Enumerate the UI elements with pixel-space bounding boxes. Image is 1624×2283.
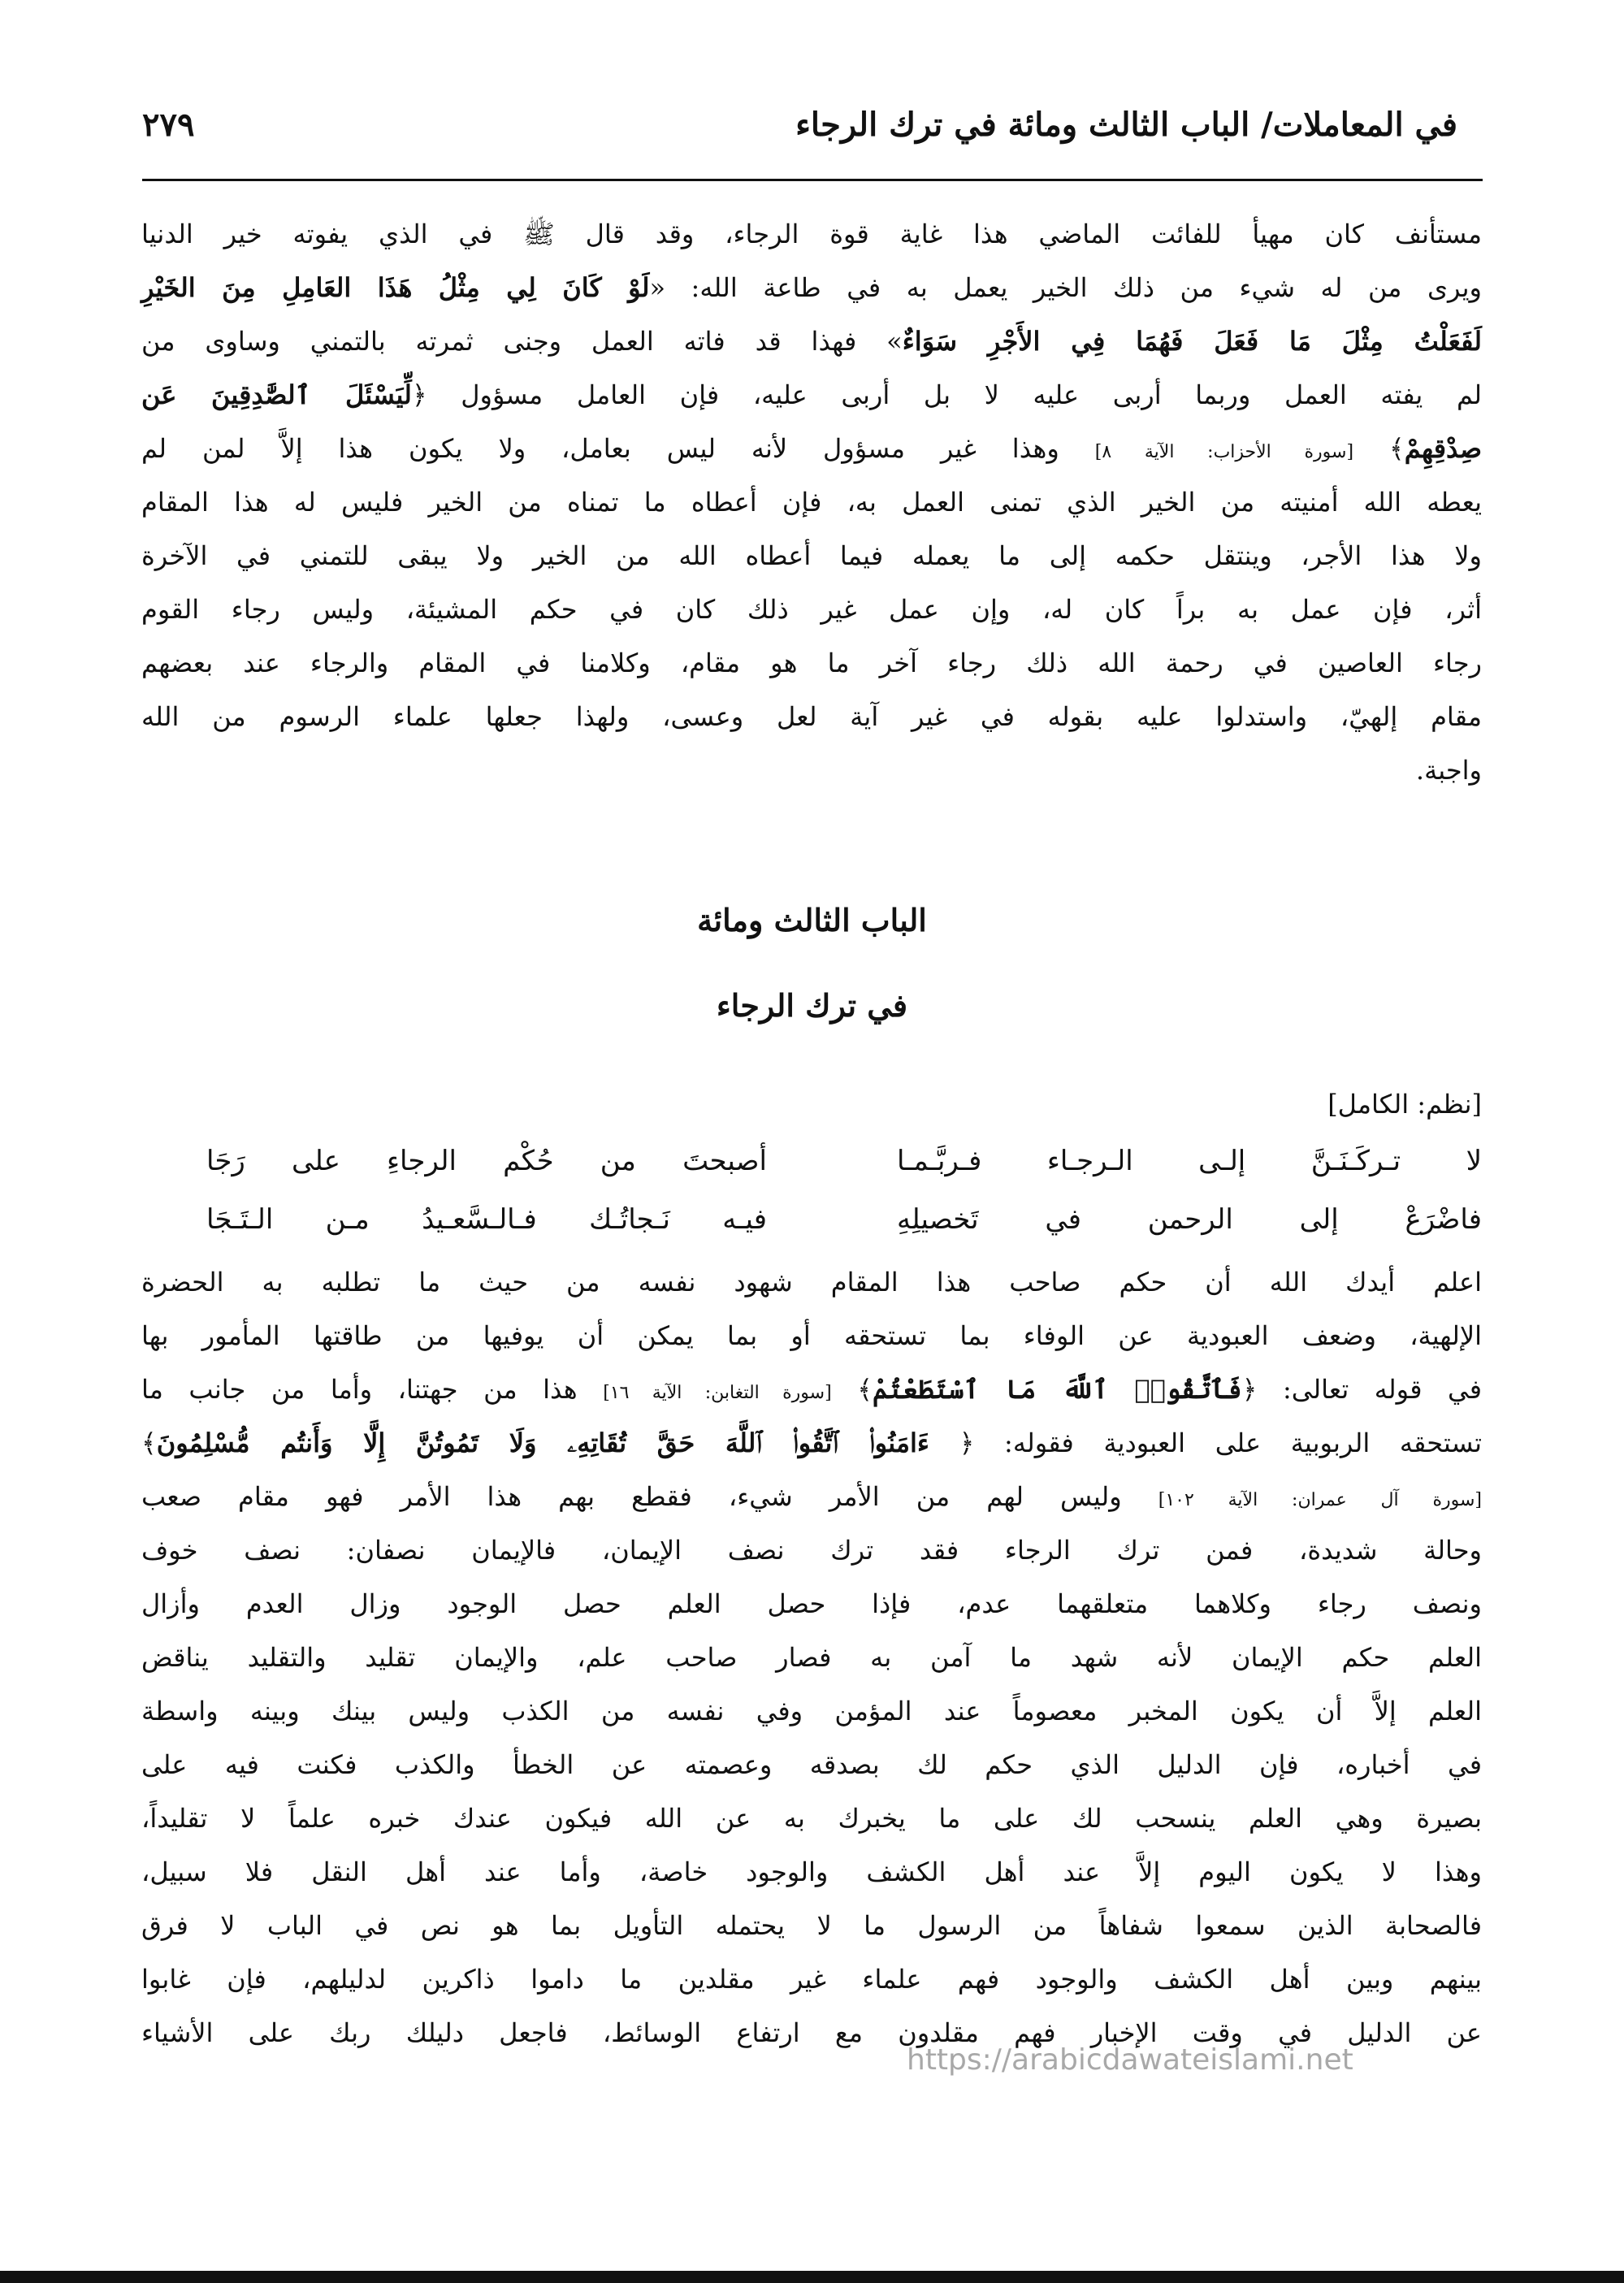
- text-run: في قوله تعالى: ﴿: [1241, 1374, 1483, 1405]
- text-run: مستأنف كان مهيأ للفائت الماضي هذا غاية قوة الرجاء، وقد قال ﷺ في الذي يفوته خير الدنيا: [141, 219, 1482, 249]
- quoted-text: لَوْ كَانَ لِي مِثْلُ هَذَا العَامِلِ مِنَ الخَيْرِ: [141, 272, 650, 303]
- text-run: في أخباره، فإن الدليل الذي حكم لك بصدقه وعصمته عن الخطأ والكذب فكنت فيه على: [141, 1749, 1482, 1780]
- verse-first-hemistich: لا تـركَـنَـنَّ إلـى الـرجـاء فـربَّـمـا: [897, 1145, 1482, 1177]
- text-line: [141, 1952, 1482, 2006]
- text-line: [141, 1470, 1482, 1523]
- poem-verse: [141, 1136, 1482, 1186]
- site-watermark: https://arabicdawateislami.net: [907, 2043, 1353, 2077]
- running-header: في المعاملات/ الباب الثالث ومائة في ترك الرجاء: [795, 106, 1457, 144]
- text-run: عن الدليل في وقت الإخبار فهم مقلدون مع ارتفاع الوسائط، فاجعل دليلك ربك على الأشياء: [141, 2017, 1483, 2048]
- text-line: [141, 475, 1482, 529]
- verse-reference: [سورة آل عمران: الآية ١٠٢]: [1158, 1490, 1483, 1510]
- text-run: اعلم أيدك الله أن حكم صاحب هذا المقام شهود نفسه من حيث ما تطلبه به الحضرة: [141, 1267, 1482, 1297]
- text-line: [141, 368, 1482, 422]
- text-line: [141, 1845, 1482, 1899]
- text-run: مقام إلهيّ، واستدلوا عليه بقوله في غير آية لعل وعسى، ولهذا جعلها علماء الرسوم من الله: [141, 701, 1482, 732]
- text-run: ونصف رجاء وكلاهما متعلقهما عدم، فإذا حصل العلم حصل الوجود وزال العدم وأزال: [141, 1588, 1482, 1619]
- text-line: [141, 1791, 1482, 1845]
- quoted-text: صِدْقِهِمْ: [1404, 433, 1483, 464]
- text-run: ﴾: [141, 1427, 157, 1458]
- text-line: [141, 743, 1482, 797]
- text-line: [141, 1738, 1482, 1791]
- text-line: [141, 1577, 1482, 1631]
- text-run: بينهم وبين أهل الكشف والوجود فهم علماء غير مقلدين ما داموا ذاكرين لدليلهم، فإن غابوا: [141, 1964, 1483, 1995]
- verse-second-hemistich: أصبحتَ من حُكْم الرجاءِ على رَجَا: [206, 1145, 767, 1177]
- text-run: بصيرة وهي العلم ينسحب لك على ما يخبرك به عن الله فيكون عندك خبره علماً لا تقليداً،: [141, 1803, 1482, 1834]
- text-line: [141, 690, 1482, 743]
- bottom-border: [0, 2271, 1624, 2283]
- quoted-text: ءَامَنُوا۟ ٱتَّقُوا۟ ٱللَّهَ حَقَّ تُقَاتِهِۦ وَلَا تَمُوتُنَّ إِلَّا وَأَنتُم مُّسْلِمُونَ: [156, 1427, 929, 1458]
- text-run: هذا من جهتنا، وأما من جانب ما: [141, 1374, 604, 1405]
- text-run: ﴾: [1353, 433, 1405, 464]
- text-line: [141, 1523, 1482, 1577]
- verse-first-hemistich: فاضْرَعْ إلى الرحمن في تَخصيلِهِ: [897, 1203, 1482, 1236]
- text-run: فالصحابة الذين سمعوا شفاهاً من الرسول ما لا يحتمله التأويل بما هو نص في الباب لا فرق: [141, 1910, 1482, 1941]
- text-run: يعطه الله أمنيته من الخير الذي تمنى العمل به، فإن أعطاه ما تمناه من الخير فليس له هذا المقام: [141, 487, 1483, 518]
- text-run: ويرى من له شيء من ذلك الخير يعمل به في طاعة الله: «: [649, 272, 1483, 303]
- text-line: [141, 207, 1482, 261]
- text-run: وليس لهم من الأمر شيء، فقطع بهم هذا الأمر فهو مقام صعب: [141, 1481, 1158, 1512]
- text-run: ولا هذا الأجر، وينتقل حكمه إلى ما يعمله فيما أعطاه الله من الخير ولا يبقى للتمني في الآخرة: [141, 540, 1482, 571]
- text-line: [141, 261, 1482, 314]
- verse-reference: [سورة الأحزاب: الآية ٨]: [1094, 442, 1354, 462]
- chapter-heading: الباب الثالث ومائة: [697, 902, 927, 938]
- text-line: [141, 529, 1482, 583]
- verse-reference: [سورة التغابن: الآية ١٦]: [603, 1383, 832, 1403]
- verse-second-hemistich: فيـه نَـجاتُـك فـالـسَّعـيدُ مـن الـتَـجَا: [206, 1203, 767, 1236]
- text-run: وهذا لا يكون اليوم إلاَّ عند أهل الكشف والوجود خاصة، وأما عند أهل النقل فلا سبيل،: [141, 1856, 1482, 1887]
- text-line: [141, 1416, 1482, 1470]
- text-run: » فهذا قد فاته العمل وجنى ثمرته بالتمني وساوى من: [141, 326, 903, 357]
- text-line: [141, 1631, 1482, 1684]
- text-line: [141, 1899, 1482, 1952]
- quoted-text: فَٱتَّقُوا۟ ٱللَّهَ مَا ٱسْتَطَعْتُمْ: [872, 1374, 1242, 1405]
- poem-meter-label: [نظم: الكامل]: [1327, 1089, 1482, 1120]
- text-line: [141, 314, 1482, 368]
- text-run: تستحقه الربوبية على العبودية فقوله: ﴿: [929, 1427, 1482, 1458]
- body-paragraph: [141, 1255, 1482, 2060]
- header-divider: [142, 179, 1483, 181]
- text-line: [141, 1255, 1482, 1309]
- text-line: [141, 1684, 1482, 1738]
- quoted-text: لِّيَسْئَلَ ٱلصَّٰدِقِينَ عَن: [141, 379, 412, 410]
- text-line: [141, 1309, 1482, 1362]
- text-run: رجاء العاصين في رحمة الله ذلك رجاء آخر ما هو مقام، وكلامنا في المقام والرجاء عند بعضهم: [141, 648, 1482, 678]
- text-run: وهذا غير مسؤول لأنه ليس بعامل، ولا يكون هذا إلاَّ لمن لم: [141, 433, 1095, 464]
- text-run: واجبة.: [1415, 755, 1482, 786]
- text-run: العلم حكم الإيمان لأنه شهد ما آمن به فصار صاحب علم، والإيمان تقليد والتقليد يناقض: [141, 1642, 1483, 1673]
- intro-paragraph: [141, 207, 1482, 797]
- text-run: الإلهية، وضعف العبودية عن الوفاء بما تستحقه أو بما يمكن أن يوفيها من طاقتها المأمور بها: [141, 1320, 1483, 1351]
- text-line: [141, 583, 1482, 636]
- text-run: العلم إلاَّ أن يكون المخبر معصوماً عند المؤمن وفي نفسه من الكذب وليس بينك وبينه واسطة: [141, 1696, 1483, 1726]
- text-run: وحالة شديدة، فمن ترك الرجاء فقد ترك نصف الإيمان، فالإيمان نصفان: نصف خوف: [141, 1535, 1482, 1566]
- page-number: ٢٧٩: [142, 106, 195, 144]
- text-line: [141, 422, 1482, 475]
- quoted-text: لَفَعَلْتُ مِثْلَ مَا فَعَلَ فَهُمَا فِي الأَجْرِ سَوَاءٌ: [902, 326, 1483, 357]
- text-line: [141, 636, 1482, 690]
- chapter-subheading: في ترك الرجاء: [716, 987, 908, 1024]
- text-run: ﴾: [831, 1374, 873, 1405]
- text-line: [141, 1362, 1482, 1416]
- text-run: لم يفته العمل وربما أربى عليه لا بل أربى عليه، فإن العامل مسؤول ﴿: [411, 379, 1483, 410]
- poem-verse: [141, 1194, 1482, 1245]
- text-run: أثر، فإن عمل به براً كان له، وإن عمل غير ذلك كان في حكم المشيئة، وليس رجاء القوم: [141, 594, 1483, 625]
